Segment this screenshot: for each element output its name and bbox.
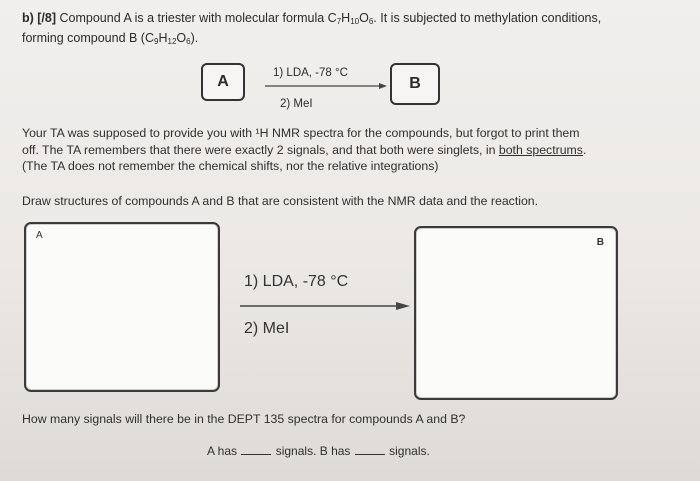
header-text-2-end: ). <box>190 31 199 45</box>
header-line-2 <box>22 30 672 50</box>
question-header <box>22 10 672 50</box>
formula-b-c: 9 <box>154 37 159 46</box>
para-line-3: (The TA does not remember the chemical shifts, nor the relative integrations) <box>22 159 439 173</box>
a-has-text: A has <box>207 444 238 458</box>
para-line-2-text: off. The TA remembers that there were exactly 2 signals, and that both were singlets, in <box>22 142 499 157</box>
para-line-1: Your TA was supposed to provide you with ¹H NMR spectra for the compounds, but forgot to print them <box>22 126 580 140</box>
header-line-1 <box>22 10 672 30</box>
formula-a-o: 6 <box>368 17 374 26</box>
underlined-phrase: both spectrums <box>498 142 583 157</box>
formula-a-h: 10 <box>350 17 360 26</box>
nmr-paragraph <box>22 125 672 175</box>
b-has-text: signals. B has <box>275 444 351 458</box>
formula-b-o: 6 <box>186 37 191 46</box>
formula-b-h-letter: H <box>158 31 168 45</box>
header-text-1: Compound A is a triester with molecular formula C <box>59 11 337 25</box>
answer-box-a[interactable] <box>24 222 220 392</box>
formula-b-h: 12 <box>167 37 177 46</box>
draw-instruction: Draw structures of compounds A and B that are consistent with the NMR data and the reaction. <box>22 194 539 208</box>
reaction-arrow-icon <box>265 82 387 90</box>
dept-question: How many signals will there be in the DEPT 135 spectra for compounds A and B? <box>22 412 466 426</box>
header-text-1-end: . It is subjected to methylation conditions, <box>373 11 602 25</box>
formula-a-o-letter: O <box>359 11 369 25</box>
reagent-step-2: 2) MeI <box>280 98 313 110</box>
formula-a-h-letter: H <box>341 11 351 25</box>
compound-a-box: A <box>201 63 245 101</box>
blank-a-signals[interactable] <box>241 444 271 455</box>
answer-box-a-label: A <box>36 230 43 241</box>
mid-reaction-arrow-icon <box>240 301 410 311</box>
para-line-2 <box>22 142 672 159</box>
header-text-2: forming compound B (C <box>22 31 155 45</box>
reagent-step-1: 1) LDA, -78 °C <box>273 67 348 79</box>
formula-b-o-letter: O <box>176 31 187 45</box>
para-line-2-end: . <box>582 142 587 157</box>
formula-a-c: 7 <box>336 17 342 26</box>
mid-reagent-step-1: 1) LDA, -78 °C <box>244 273 349 290</box>
fill-in-line <box>207 444 430 458</box>
blank-b-signals[interactable] <box>355 444 385 455</box>
signals-end-text: signals. <box>389 444 430 458</box>
mid-reagent-step-2: 2) MeI <box>244 320 290 337</box>
part-label: b) [/8] <box>22 11 57 25</box>
answer-box-b-label: B <box>596 237 604 248</box>
compound-b-box: B <box>390 63 440 105</box>
answer-box-b[interactable] <box>414 226 618 400</box>
